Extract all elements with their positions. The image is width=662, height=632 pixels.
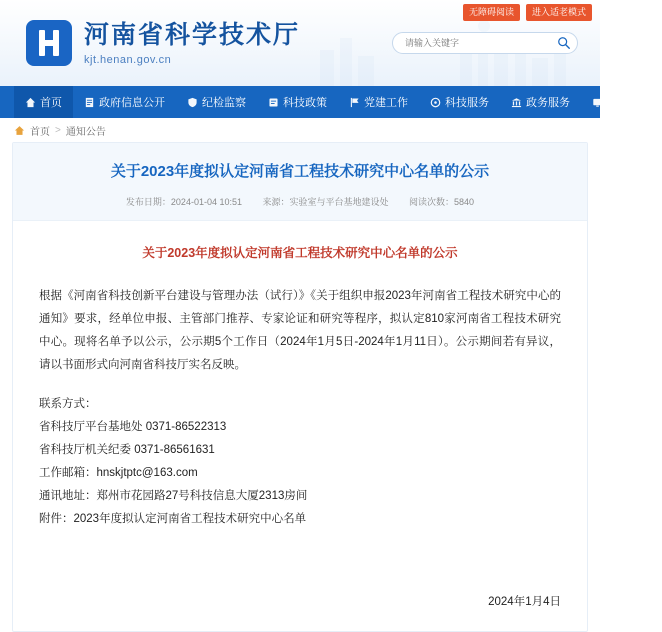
nav-item-label: 党建工作 — [364, 97, 408, 109]
contact-heading: 联系方式： — [39, 398, 97, 410]
article-paragraph: 根据《河南省科技创新平台建设与管理办法（试行）》《关于组织申报2023年河南省工程技术研究中心的通知》要求，经单位申报、主管部门推荐、专家论证和研究等程序，拟认定810家河南省工程技术研究中心。现将名单予以公示，公示期5个工作日（2024年1月5日-2024年1月11日）。公示期间若有异议，请以书面形式向河南省科技厅实名反映。 — [39, 290, 561, 371]
breadcrumb-item-home[interactable]: 首页 — [30, 126, 50, 138]
site-domain: kjt.henan.gov.cn — [84, 53, 172, 66]
contact-line-email: 工作邮箱：hnskjtptc@163.com — [39, 467, 198, 479]
topic-icon — [592, 97, 603, 108]
nav-item-gov-service[interactable] — [500, 86, 581, 118]
nav-item-sci-tech-service[interactable] — [419, 86, 500, 118]
accessibility-reading-button[interactable]: 无障碍阅读 — [463, 4, 520, 21]
view-count: 阅读次数：5840 — [409, 197, 475, 207]
home-breadcrumb-icon[interactable] — [14, 125, 25, 136]
breadcrumb-item-notice[interactable]: 通知公告 — [65, 126, 106, 138]
article-container — [12, 142, 588, 632]
page-title: 关于2023年度拟认定河南省工程技术研究中心名单的公示 — [110, 163, 490, 180]
flag-icon — [349, 97, 360, 108]
main-navigation — [0, 86, 651, 118]
nav-item-sci-tech-topics[interactable] — [581, 86, 662, 118]
nav-item-gov-info-disclosure[interactable] — [73, 86, 176, 118]
breadcrumb — [0, 118, 600, 142]
site-name: 河南省科学技术厅 — [84, 21, 301, 49]
nav-item-label: 政府信息公开 — [99, 97, 165, 109]
policy-icon — [268, 97, 279, 108]
service-icon — [430, 97, 441, 108]
nav-item-label: 科技专题 — [607, 97, 651, 109]
document-icon — [84, 97, 95, 108]
attachment-line[interactable]: 附件：2023年度拟认定河南省工程技术研究中心名单 — [39, 513, 307, 525]
home-icon — [25, 97, 36, 108]
nav-item-label: 科技政策 — [283, 97, 327, 109]
article-source: 来源：实验室与平台基地建设处 — [262, 197, 389, 207]
nav-item-label: 科技服务 — [445, 97, 489, 109]
search-input[interactable] — [403, 37, 557, 49]
sign-date: 2024年1月4日 — [488, 596, 561, 608]
henan-kjt-logo-icon — [26, 20, 72, 66]
nav-item-label: 政务服务 — [526, 97, 570, 109]
publish-date: 发布日期：2024-01-04 10:51 — [125, 197, 242, 207]
gov-service-icon — [511, 97, 522, 108]
contact-line-address: 通讯地址：郑州市花园路27号科技信息大厦2313房间 — [39, 490, 308, 502]
contact-line-platform-base: 省科技厅平台基地处 0371-86522313 — [39, 421, 227, 433]
article-title-band — [13, 143, 587, 221]
elderly-mode-button[interactable]: 进入适老模式 — [526, 4, 592, 21]
contact-line-discipline-committee: 省科技厅机关纪委 0371-86561631 — [39, 444, 215, 456]
nav-item-label: 纪检监察 — [202, 97, 246, 109]
nav-item-sci-tech-policy[interactable] — [257, 86, 338, 118]
site-title-block — [84, 21, 300, 66]
article-body — [13, 221, 587, 531]
site-logo[interactable] — [26, 20, 300, 66]
nav-item-discipline-inspection[interactable] — [176, 86, 257, 118]
nav-item-label: 首页 — [40, 97, 62, 109]
nav-item-party-building[interactable] — [338, 86, 419, 118]
nav-item-home[interactable] — [14, 86, 73, 118]
logo-crossbar — [39, 40, 59, 46]
top-utility-bar — [463, 0, 600, 21]
shield-icon — [187, 97, 198, 108]
article-subtitle: 关于2023年度拟认定河南省工程技术研究中心名单的公示 — [142, 246, 458, 260]
breadcrumb-separator: > — [55, 124, 61, 136]
search-icon[interactable] — [557, 36, 571, 50]
search-box[interactable] — [392, 32, 578, 54]
article-meta — [37, 195, 563, 208]
